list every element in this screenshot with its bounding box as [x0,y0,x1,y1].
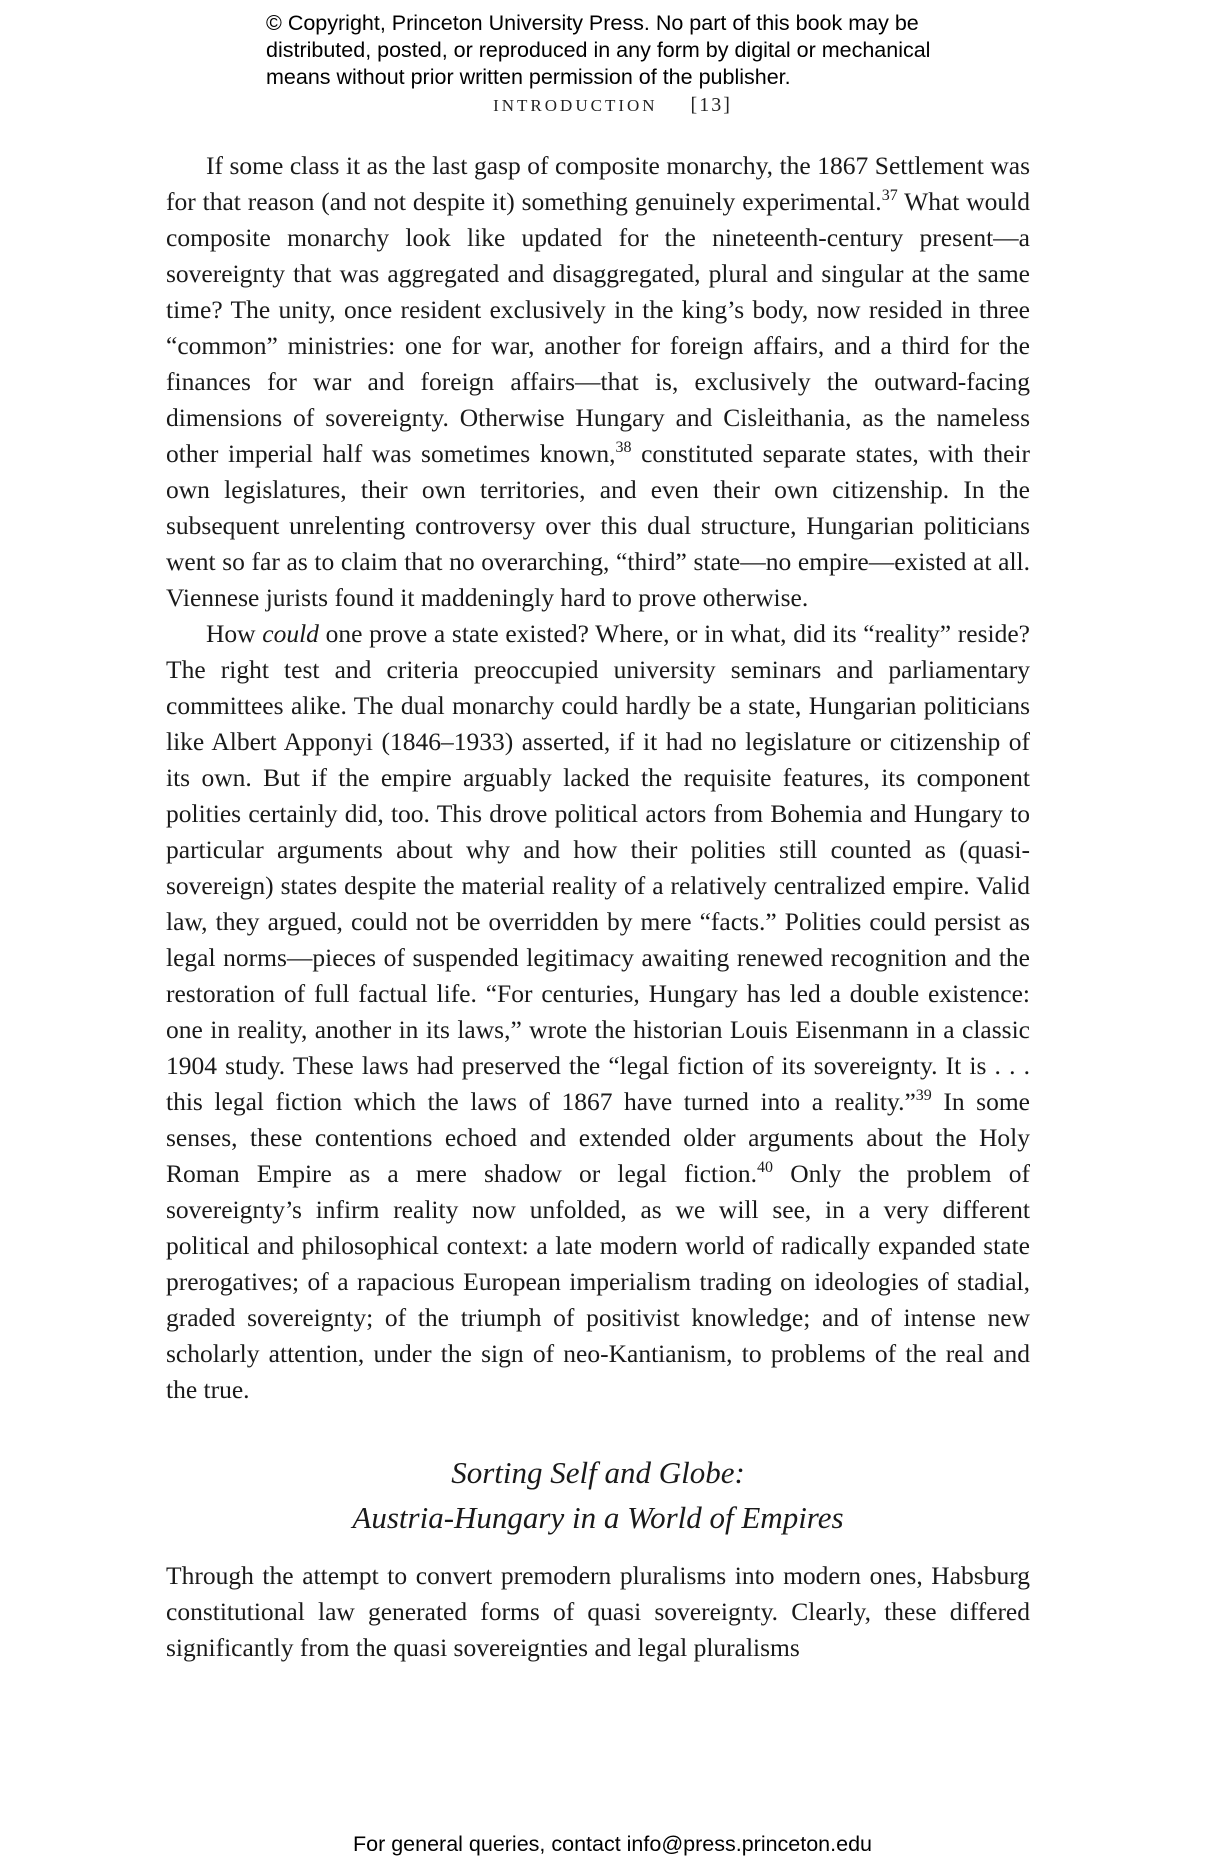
paragraph [166,616,1030,1408]
copyright-line: distributed, posted, or reproduced in any form by digital or mechanical [266,38,931,62]
footnote-ref[interactable]: 39 [915,1087,932,1104]
footer-contact: For general queries, contact info@press.princeton.edu [352,1832,872,1856]
italic-emphasis: could [262,619,319,648]
paragraph-text: constituted separate states, with their own legislatures, their own territories, and even their own citizenship. In the subsequent unrelenting controversy over this dual structure, Hungarian politicians went so far as to claim that no overarching, “third” state—no empire—existed at all. Viennese jurists found it maddeningly hard to prove otherwise. [166,439,1031,612]
section-heading-line: Austria-Hungary in a World of Empires [352,1500,844,1535]
paragraph-text: If some class it as the last gasp of composite monarchy, the 1867 Settlement was for that reason (and not despite it) something genuinely experimental. [166,151,1030,216]
running-head [0,94,1225,117]
body-text [166,148,1030,1666]
page-number: [13] [690,94,732,116]
footnote-ref[interactable]: 38 [615,439,632,456]
paragraph-text: one prove a state existed? Where, or in what, did its “reality” reside? The right test and criteria preoccupied university seminars and parliamentary committees alike. The dual monarchy could hardly be a state, Hungarian politicians like Albert Apponyi (1846–1933) asserted, if it had no legislature or citizenship of its own. But if the empire arguably lacked the requisite features, its component polities certainly did, too. This drove political actors from Bohemia and Hungary to particular arguments about why and how their polities still counted as (quasi-sovereign) states despite the material reality of a relatively centralized empire. Valid law, they argued, could not be overridden by mere “facts.” Polities could persist as legal norms—pieces of suspended legitimacy awaiting renewed recognition and the restoration of full factual life. “For centuries, Hungary has led a double existence: one in reality, another in its laws,” wrote the historian Louis Eisenmann in a classic 1904 study. These laws had preserved the “legal fiction of its sovereignty. It is . . . this legal fiction which the laws of 1867 have turned into a reality.” [166,619,1030,1116]
copyright-line: © Copyright, Princeton University Press. No part of this book may be [266,11,919,35]
copyright-notice [266,10,1026,91]
paragraph [166,148,1030,616]
paragraph: Through the attempt to convert premodern pluralisms into modern ones, Habsburg constitutional law generated forms of quasi sovereignty. Clearly, these differed significantly from the quasi sovereignties and legal pluralisms [166,1561,1030,1662]
section-heading-line: Sorting Self and Globe: [451,1455,745,1490]
paragraph-text: How [206,619,263,648]
running-head-section: INTRODUCTION [493,96,658,115]
footnote-ref[interactable]: 40 [757,1159,774,1176]
section-heading [166,1450,1030,1540]
footnote-ref[interactable]: 37 [881,187,898,204]
paragraph-text: Only the problem of sovereignty’s infirm reality now unfolded, as we will see, in a very different political and philosophical context: a late modern world of radically expanded state prerogatives; of a rapacious European imperialism trading on ideologies of stadial, graded sovereignty; of the triumph of positivist knowledge; and of intense new scholarly attention, under the sign of neo-Kantianism, to problems of the real and the true. [166,1159,1030,1404]
paragraph-text: What would composite monarchy look like updated for the nineteenth-century present—a sovereignty that was aggregated and disaggregated, plural and singular at the same time? The unity, once resident exclusively in the king’s body, now resided in three “common” ministries: one for war, another for foreign affairs, and a third for the finances for war and foreign affairs—that is, exclusively the outward-facing dimensions of sovereignty. Otherwise Hungary and Cisleithania, as the nameless other imperial half was sometimes known, [166,187,1030,468]
paragraph-text: In some senses, these contentions echoed and extended older arguments about the Holy Roman Empire as a mere shadow or legal fiction. [166,1087,1030,1188]
copyright-line: means without prior written permission of the publisher. [266,65,791,89]
